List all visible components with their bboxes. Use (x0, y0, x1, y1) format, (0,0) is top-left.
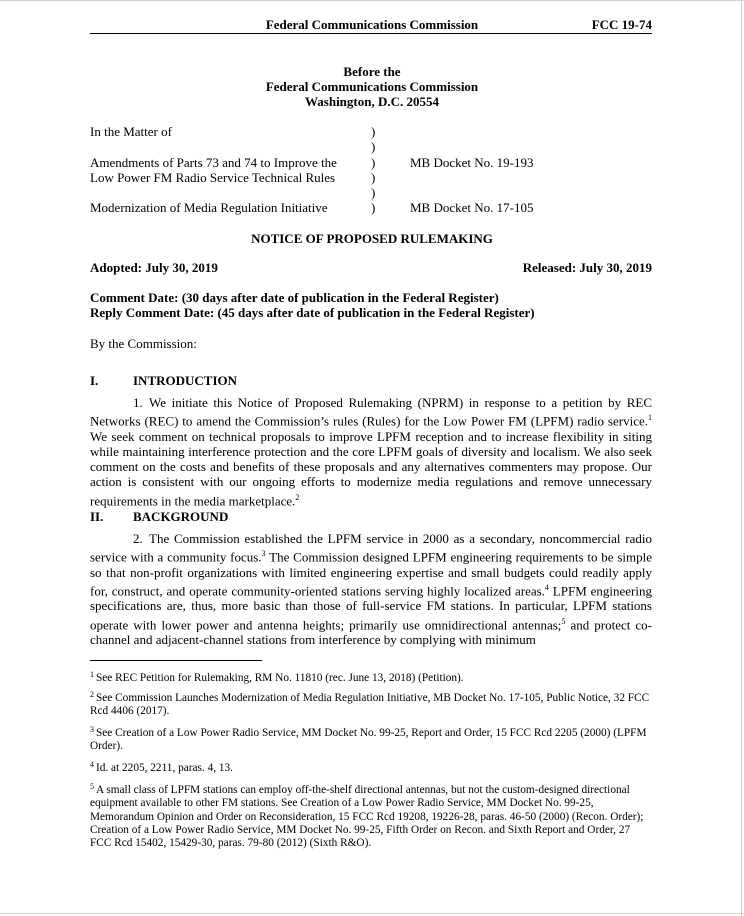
caption-paren: ) (371, 124, 376, 139)
paragraph-2 (90, 531, 652, 647)
paragraph-2-number: 2. (133, 531, 143, 546)
footnote-1 (90, 668, 652, 685)
footnote-number: 4 (90, 760, 94, 769)
paragraph-1 (90, 395, 652, 508)
section-1-number: I. (90, 373, 99, 388)
footnote-number: 2 (90, 690, 94, 699)
footnote-ref: 2 (295, 492, 300, 502)
page-border-top (0, 0, 744, 1)
matter-item2-docket: MB Docket No. 17-105 (410, 200, 534, 215)
header-rule (90, 33, 652, 34)
matter-item1-line2: Low Power FM Radio Service Technical Rules (90, 170, 336, 185)
paragraph-2-text: and protect co-channel and adjacent-channel stations from interference by complying with minimum (90, 617, 652, 648)
footnote-text: See REC Petition for Rulemaking, RM No. 11810 (rec. June 13, 2018) (Petition). (96, 672, 464, 684)
caption-paren: ) (371, 185, 376, 200)
page-border-right (741, 0, 742, 916)
caption-before: Before the (343, 64, 401, 79)
adopted-date: Adopted: July 30, 2019 (90, 260, 218, 275)
footnote-text: Id. at 2205, 2211, paras. 4, 13. (96, 762, 234, 774)
caption-paren: ) (371, 139, 376, 154)
footnote-text: See Commission Launches Modernization of Media Regulation Initiative, MB Docket No. 17-105, Public Notice, 32 FCC Rcd 4406 (2017). (90, 692, 650, 718)
caption-paren: ) (371, 200, 376, 215)
paragraph-2-text: LPFM engineering specifications are, thus, more basic than those of full-service FM stations. In particular, LPFM stations operate with lower power and antenna heights; primarily use omnidirectional antennas; (90, 583, 652, 632)
header-docket-code: FCC 19-74 (591, 17, 652, 32)
footnote-ref: 3 (261, 549, 266, 559)
footnote-5 (90, 780, 652, 850)
footnote-ref: 1 (648, 413, 652, 423)
footnote-3 (90, 723, 652, 754)
paragraph-2-text: The Commission established the LPFM service in 2000 as a secondary, noncommercial radio service with a community focus. (90, 531, 652, 565)
footnote-number: 3 (90, 725, 94, 734)
footnote-ref: 5 (561, 616, 566, 626)
in-the-matter: In the Matter of (90, 124, 172, 139)
reply-comment-date: Reply Comment Date: (45 days after date of publication in the Federal Register) (90, 305, 535, 320)
caption-commission: Federal Communications Commission (265, 79, 479, 94)
section-1-title: INTRODUCTION (133, 373, 238, 388)
footnote-text: A small class of LPFM stations can employ off-the-shelf directional antennas, but not the custom-designed directional equipment available to other FM stations. See Creation of a Low Power Radio Service, MM Docket No. 99-25, Memorandum Opinion and Order on Reconsideration, 15 FCC Rcd 19208, 19226-28, paras. 46-50 (2000) (Recon. Order); Creation of a Low Power Radio Service, MM Docket No. 99-25, Fifth Order on Recon. and Sixth Report and Order, 27 FCC Rcd 15402, 15429-30, paras. 79-80 (2012) (Sixth R&O). (90, 784, 644, 850)
document-title: NOTICE OF PROPOSED RULEMAKING (251, 231, 493, 246)
page-border-bottom (0, 913, 744, 914)
caption-address: Washington, D.C. 20554 (305, 94, 439, 109)
caption-paren: ) (371, 155, 376, 170)
comment-date: Comment Date: (30 days after date of publication in the Federal Register) (90, 290, 499, 305)
footnote-number: 1 (90, 670, 94, 679)
paragraph-2-text: The Commission designed LPFM engineering requirements to be simple so that non-profit organizations with limited engineering expertise and small budgets could readily apply for, construct, and operate community-oriented stations serving highly localized areas. (90, 549, 652, 599)
footnote-number: 5 (90, 782, 94, 791)
matter-item2: Modernization of Media Regulation Initiative (90, 200, 328, 215)
footnote-ref: 4 (544, 582, 549, 592)
footnote-text: See Creation of a Low Power Radio Service, MM Docket No. 99-25, Report and Order, 15 FCC Rcd 2205 (2000) (LPFM Order). (90, 727, 647, 753)
footnote-2 (90, 688, 652, 719)
paragraph-1-number: 1. (133, 395, 143, 410)
paragraph-1-text: We initiate this Notice of Proposed Rulemaking (NPRM) in response to a petition by REC Networks (REC) to amend the Commission’s rules (Rules) for the Low Power FM (LPFM) radio service. (90, 395, 652, 429)
by-the-commission: By the Commission: (90, 336, 197, 351)
matter-item1-docket: MB Docket No. 19-193 (410, 155, 534, 170)
section-2-number: II. (90, 509, 104, 524)
released-date: Released: July 30, 2019 (522, 260, 652, 275)
header-agency: Federal Communications Commission (265, 17, 479, 32)
footnote-separator (90, 660, 262, 661)
section-2-title: BACKGROUND (133, 509, 229, 524)
paragraph-1-text: We seek comment on technical proposals to improve LPFM reception and to increase flexibility in siting while maintaining interference protection and the core LPFM goals of diversity and localism. We also seek comment on the costs and benefits of these proposals and any alternatives commenters may propose. Our action is consistent with our ongoing efforts to modernize media regulations and remove unnecessary requirements in the media marketplace. (90, 428, 652, 508)
matter-item1-line1: Amendments of Parts 73 and 74 to Improve the (90, 155, 337, 170)
footnote-4 (90, 758, 652, 775)
caption-paren: ) (371, 170, 376, 185)
